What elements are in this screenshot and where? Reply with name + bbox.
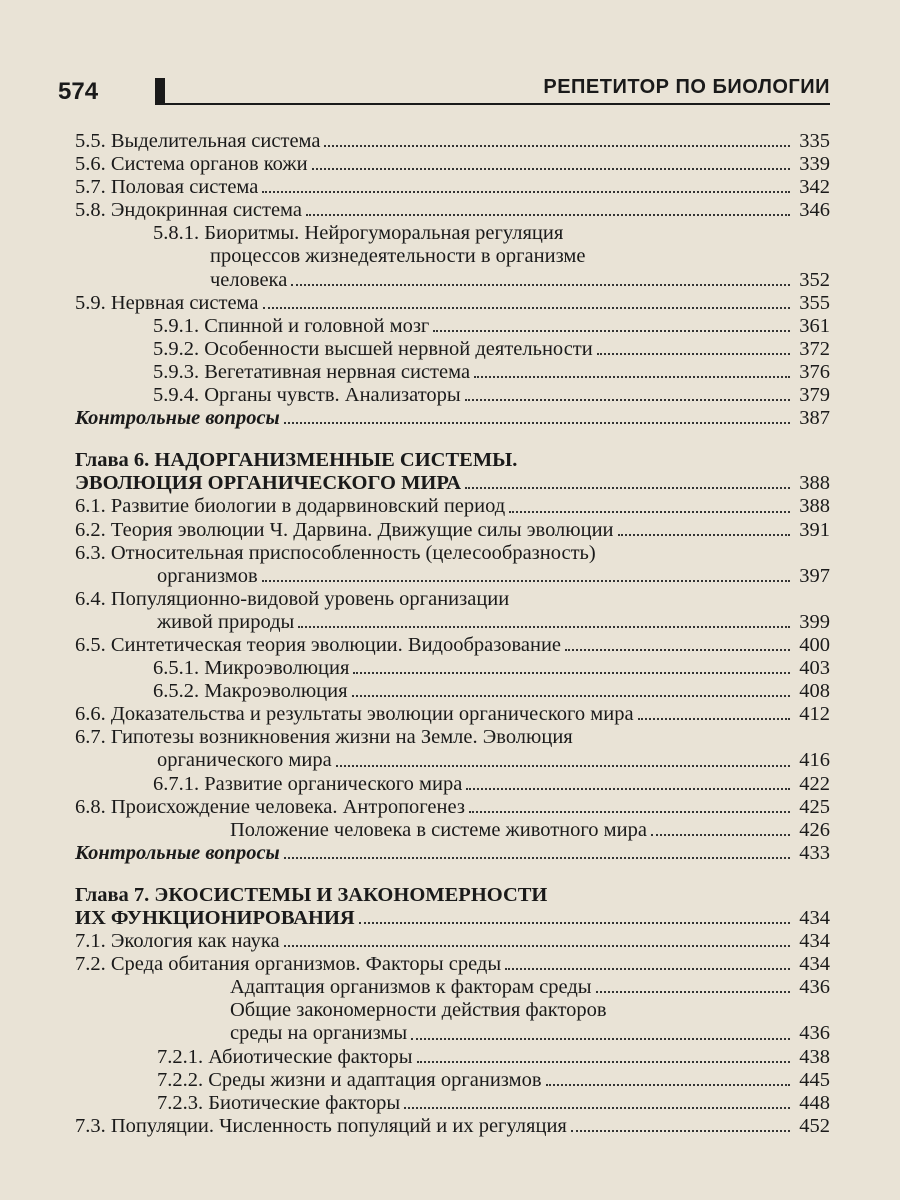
toc-entry: 6.5. Синтетическая теория эволюции. Видообразование 400: [75, 633, 830, 656]
toc-entry-continuation: человека 352: [210, 268, 830, 291]
toc-entry-continuation: среды на организмы 436: [230, 1022, 830, 1045]
toc-entry: 5.7. Половая система 342: [75, 176, 830, 199]
toc-entry: 5.9.1. Спинной и головной мозг 361: [153, 314, 830, 337]
toc-entry: 7.2.1. Абиотические факторы 438: [157, 1045, 830, 1068]
toc-entry: 5.8.1. Биоритмы. Нейрогуморальная регуляция: [153, 222, 564, 245]
toc-review-questions: Контрольные вопросы 387: [75, 407, 830, 430]
toc-entry: 6.2. Теория эволюции Ч. Дарвина. Движущие силы эволюции 391: [75, 518, 830, 541]
toc-entry: 6.5.2. Макроэволюция 408: [153, 680, 830, 703]
chapter-heading-continuation: ИХ ФУНКЦИОНИРОВАНИЯ 434: [75, 907, 830, 929]
toc-entry: 7.2.3. Биотические факторы 448: [157, 1091, 830, 1114]
toc-entry: 5.9. Нервная система 355: [75, 291, 830, 314]
toc-entry-continuation: органического мира 416: [157, 749, 830, 772]
toc-entry: 5.5. Выделительная система 335: [75, 130, 830, 152]
page-header: [58, 72, 830, 106]
chapter-heading: Глава 6. НАДОРГАНИЗМЕННЫЕ СИСТЕМЫ.: [75, 449, 518, 472]
toc-entry: 6.1. Развитие биологии в додарвиновский период 388: [75, 495, 830, 518]
page-number: 574: [58, 78, 99, 105]
toc-entry: 7.1. Экология как наука 434: [75, 930, 830, 953]
toc-entry: 7.2.2. Среды жизни и адаптация организмов 445: [157, 1068, 830, 1091]
toc-entry: 5.9.4. Органы чувств. Анализаторы 379: [153, 384, 830, 407]
chapter-heading-continuation: ЭВОЛЮЦИЯ ОРГАНИЧЕСКОГО МИРА 388: [75, 472, 830, 495]
toc-entry: Адаптация организмов к факторам среды 436: [230, 976, 830, 999]
toc-entry: 6.6. Доказательства и результаты эволюции органического мира 412: [75, 703, 830, 726]
chapter-heading: Глава 7. ЭКОСИСТЕМЫ И ЗАКОНОМЕРНОСТИ: [75, 883, 548, 906]
table-of-contents: [75, 130, 830, 1138]
header-rule: [155, 103, 830, 105]
toc-entry: Положение человека в системе животного мира 426: [230, 818, 830, 841]
toc-entry: 6.4. Популяционно-видовой уровень организации: [75, 587, 510, 610]
toc-entry: 6.8. Происхождение человека. Антропогенез 425: [75, 795, 830, 818]
toc-entry: 7.3. Популяции. Численность популяций и их регуляция 452: [75, 1114, 830, 1137]
toc-review-questions: Контрольные вопросы 433: [75, 841, 830, 864]
toc-entry: 5.9.3. Вегетативная нервная система 376: [153, 360, 830, 383]
toc-entry-continuation: процессов жизнедеятельности в организме: [210, 245, 586, 268]
toc-entry: 5.9.2. Особенности высшей нервной деятельности 372: [153, 337, 830, 360]
toc-entry: 6.7. Гипотезы возникновения жизни на Земле. Эволюция: [75, 726, 573, 749]
toc-entry: Общие закономерности действия факторов: [230, 999, 607, 1022]
header-bar: [155, 78, 165, 104]
toc-entry: 6.5.1. Микроэволюция 403: [153, 657, 830, 680]
running-title: РЕПЕТИТОР ПО БИОЛОГИИ: [543, 76, 830, 98]
toc-entry: 6.7.1. Развитие органического мира 422: [153, 772, 830, 795]
toc-entry-continuation: живой природы 399: [157, 610, 830, 633]
toc-entry-continuation: организмов 397: [157, 564, 830, 587]
toc-entry: 5.8. Эндокринная система 346: [75, 199, 830, 222]
toc-entry: 5.6. Система органов кожи 339: [75, 153, 830, 176]
toc-entry: 7.2. Среда обитания организмов. Факторы среды 434: [75, 953, 830, 976]
toc-entry: 6.3. Относительная приспособленность (целесообразность): [75, 541, 596, 564]
